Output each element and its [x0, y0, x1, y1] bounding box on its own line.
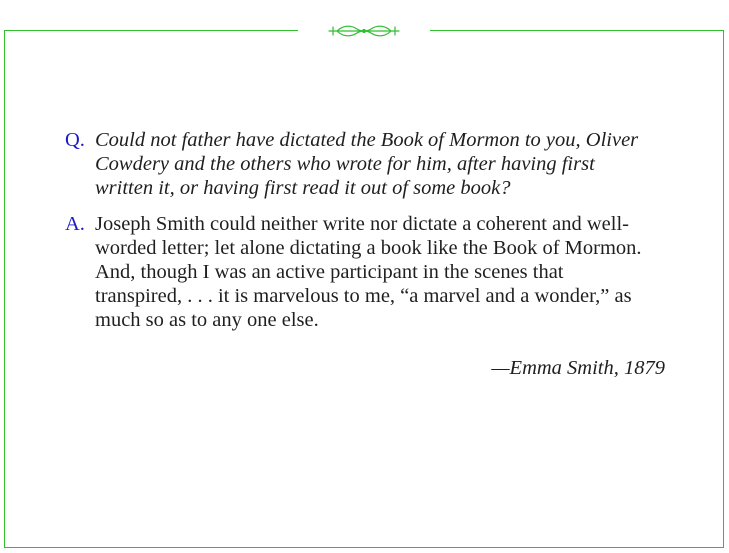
decorative-flourish-icon — [327, 22, 401, 40]
question-block — [65, 128, 645, 200]
question-marker: Q. — [65, 129, 85, 151]
answer-marker: A. — [65, 213, 85, 235]
frame-left-rule — [4, 30, 5, 548]
frame-top-left-rule — [4, 30, 298, 31]
question-text: Could not father have dictated the Book of Mormon to you, Oliver Cowdery and the others who wrote for him, after having first written it, or having first read it out of some book? — [95, 129, 639, 199]
answer-text: Joseph Smith could neither write nor dictate a coherent and well-worded letter; let alone dictating a book like the Book of Mormon. And, though I was an active participant in the scenes that transpired, . . . it is marvelous to me, “a marvel and a wonder,” as much so as to any one else. — [95, 213, 642, 331]
frame-bottom-rule — [4, 547, 724, 548]
frame-right-rule — [723, 30, 724, 548]
answer-block — [65, 212, 645, 332]
frame-top-right-rule — [430, 30, 724, 31]
quote-attribution: —Emma Smith, 1879 — [491, 357, 665, 379]
